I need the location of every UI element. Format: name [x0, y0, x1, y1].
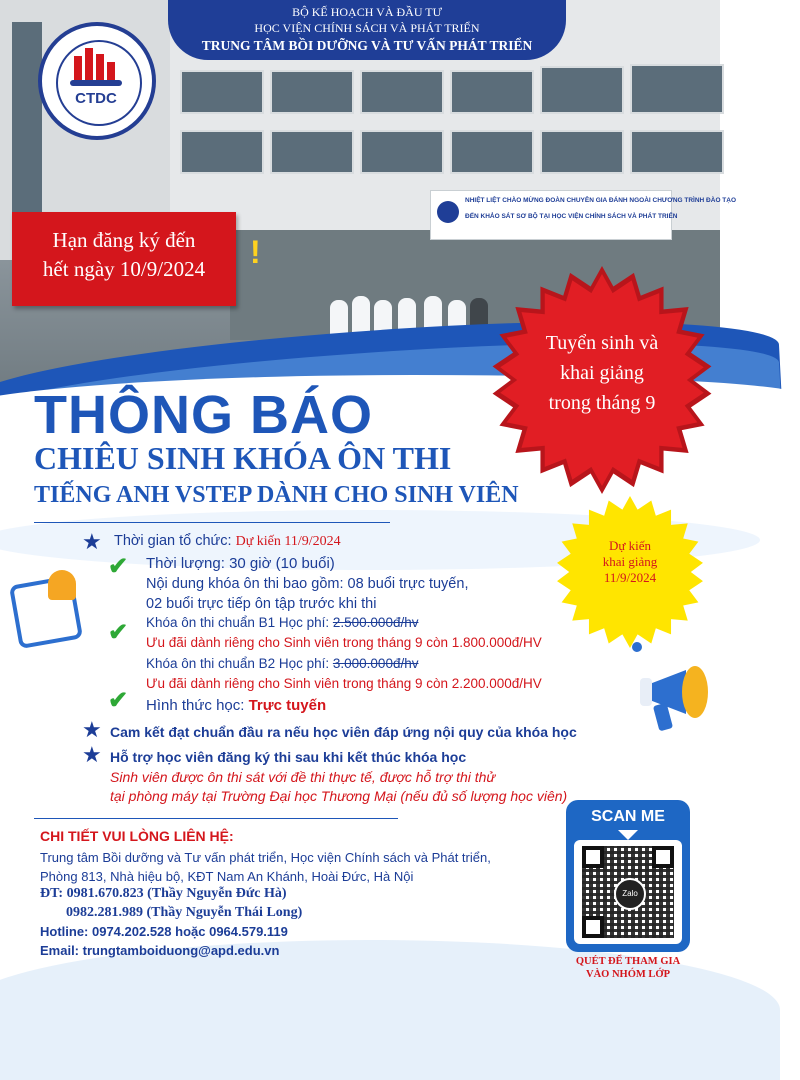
- check-icon: ✔: [108, 553, 129, 580]
- form-value: Trực tuyến: [248, 697, 327, 714]
- badge-line1: Tuyển sinh và: [545, 332, 659, 354]
- deadline-box: [12, 212, 236, 306]
- exclamation-icon: !: [250, 234, 261, 270]
- b2-offer: Ưu đãi dành riêng cho Sinh viên trong tháng 9 còn 2.200.000đ/HV: [146, 676, 542, 691]
- form-label: Hình thức học:: [146, 697, 249, 714]
- scan-me-label: SCAN ME: [591, 808, 665, 825]
- ministry-name: BỘ KẾ HOẠCH VÀ ĐẦU TƯ: [292, 5, 442, 19]
- b1-offer: Ưu đãi dành riêng cho Sinh viên trong tháng 9 còn 1.800.000đ/HV: [146, 635, 542, 650]
- contact-heading: CHI TIẾT VUI LÒNG LIÊN HỆ:: [40, 828, 234, 844]
- contact-phone1: ĐT: 0981.670.823 (Thầy Nguyễn Đức Hà): [40, 886, 287, 901]
- contact-phone2: 0982.281.989 (Thầy Nguyễn Thái Long): [66, 905, 303, 920]
- opening-line3: 11/9/2024: [603, 570, 657, 585]
- page-subtitle: CHIÊU SINH KHÓA ÔN THI: [34, 440, 452, 476]
- contact-address1: Trung tâm Bồi dưỡng và Tư vấn phát triển, Học viện Chính sách và Phát triển,: [40, 850, 491, 865]
- deadline-line1: Hạn đăng ký đến: [52, 228, 196, 252]
- bullet-star-icon: ★: [82, 529, 102, 554]
- bullet-star-icon: ★: [82, 717, 102, 742]
- page-subtitle-2: TIẾNG ANH VSTEP DÀNH CHO SINH VIÊN: [34, 482, 519, 508]
- center-name: TRUNG TÂM BỒI DƯỠNG VÀ TƯ VẤN PHÁT TRIỂN: [201, 38, 533, 53]
- commitment: Cam kết đạt chuẩn đầu ra nếu học viên đáp ứng nội quy của khóa học: [110, 724, 577, 740]
- bullet-star-icon: ★: [82, 742, 102, 767]
- support-note1: Sinh viên được ôn thi sát với đề thi thực tế, được hỗ trợ thi thử: [110, 769, 496, 785]
- time-label: Thời gian tổ chức:: [114, 533, 236, 549]
- content-line1: Nội dung khóa ôn thi bao gồm: 08 buổi trực tuyến,: [146, 576, 469, 592]
- opening-line1: Dự kiến: [608, 538, 652, 553]
- contact-email: Email: trungtamboiduong@apd.edu.vn: [40, 943, 280, 958]
- academy-name: HỌC VIỆN CHÍNH SÁCH VÀ PHÁT TRIỂN: [254, 21, 480, 35]
- welcome-banner: NHIỆT LIỆT CHÀO MỪNG ĐOÀN CHUYÊN GIA ĐÁNH NGOÀI CHƯƠNG TRÌNH ĐÀO TẠO ĐẾN KHẢO SÁT SƠ BỘ TẠI HỌC VIỆN CHÍNH SÁCH VÀ PHÁT TRIỂN: [430, 190, 672, 240]
- zalo-label: Zalo: [622, 889, 638, 898]
- divider: [34, 818, 398, 819]
- b1-label: Khóa ôn thi chuẩn B1 Học phí:: [146, 615, 333, 630]
- contact-hotline: Hotline: 0974.202.528 hoặc 0964.579.119: [40, 924, 288, 939]
- calendar-bell-icon: [8, 570, 82, 640]
- megaphone-icon: [626, 640, 716, 740]
- qr-caption2: VÀO NHÓM LỚP: [586, 969, 670, 980]
- divider: [34, 522, 390, 523]
- badge-line2: khai giảng: [560, 362, 644, 384]
- ctdc-logo: [38, 22, 156, 140]
- b1-old-price: 2.500.000đ/hv: [332, 615, 419, 630]
- qr-card[interactable]: [566, 800, 690, 952]
- check-icon: ✔: [108, 687, 129, 714]
- qr-code[interactable]: [574, 840, 682, 944]
- opening-line2: khai giảng: [602, 554, 658, 569]
- time-value: Dự kiến 11/9/2024: [235, 534, 341, 549]
- deadline-line2: hết ngày 10/9/2024: [42, 257, 206, 281]
- badge-line3: trong tháng 9: [548, 392, 656, 414]
- duration: Thời lượng: 30 giờ (10 buổi): [146, 555, 335, 572]
- page-title: THÔNG BÁO: [34, 385, 373, 445]
- contact-address2: Phòng 813, Nhà hiệu bộ, KĐT Nam An Khánh, Hoài Đức, Hà Nội: [40, 869, 414, 884]
- b2-label: Khóa ôn thi chuẩn B2 Học phí:: [146, 656, 333, 671]
- zalo-icon: [614, 878, 646, 910]
- logo-abbr: CTDC: [75, 90, 117, 107]
- header-banner: [168, 0, 566, 60]
- support-note2: tại phòng máy tại Trường Đại học Thương Mại (nếu đủ số lượng học viên): [110, 788, 568, 804]
- content-line2: 02 buổi trực tiếp ôn tập trước khi thi: [146, 596, 377, 612]
- pointer-icon: [618, 830, 638, 840]
- qr-caption1: QUÉT ĐỂ THAM GIA: [575, 956, 681, 967]
- support: Hỗ trợ học viên đăng ký thi sau khi kết thúc khóa học: [110, 749, 467, 765]
- check-icon: ✔: [108, 619, 129, 646]
- b2-old-price: 3.000.000đ/hv: [332, 656, 419, 671]
